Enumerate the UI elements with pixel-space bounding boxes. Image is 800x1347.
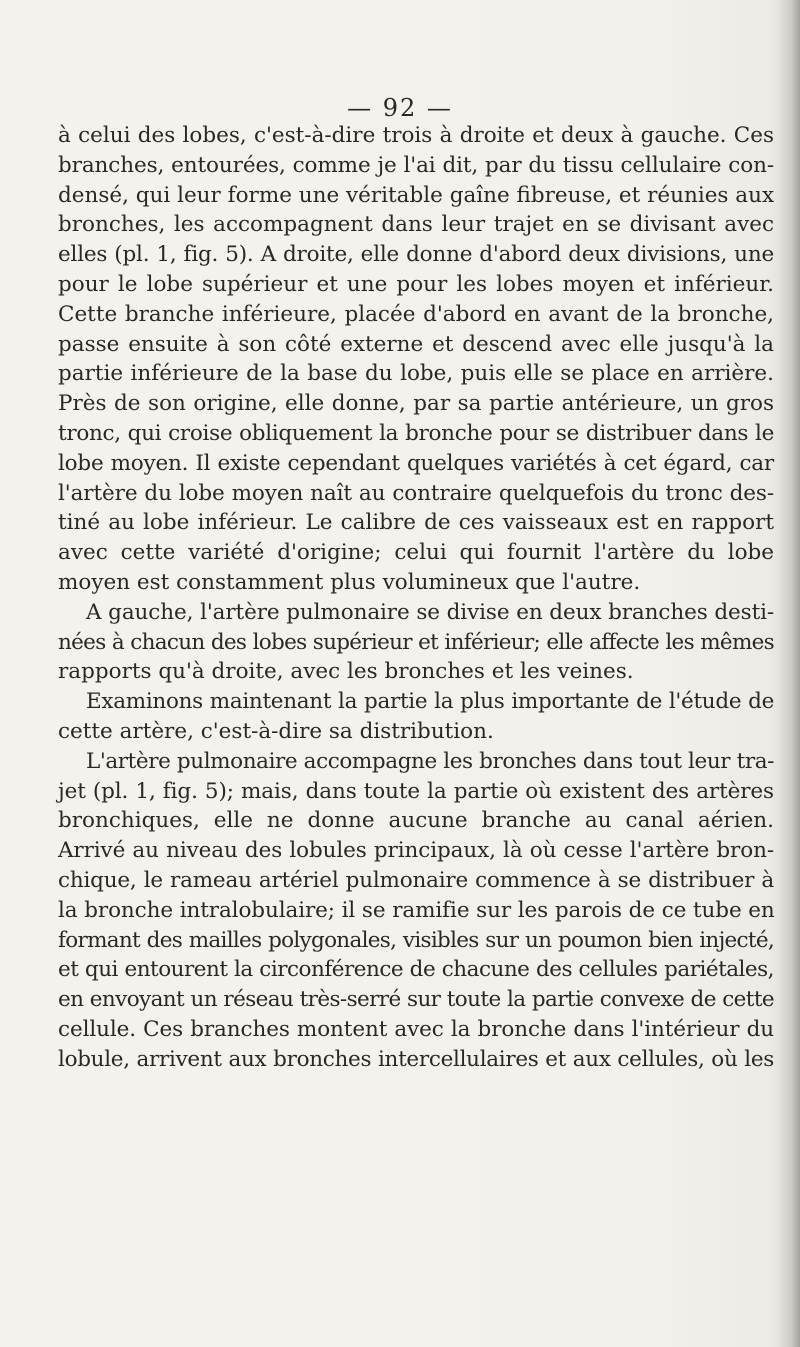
text-line: Près de son origine, elle donne, par sa partie antérieure, un gros — [58, 391, 774, 417]
body-text — [58, 121, 774, 1075]
text-line: densé, qui leur forme une véritable gaîne fibreuse, et réunies aux — [58, 182, 775, 208]
text-line: chique, le rameau artériel pulmonaire commence à se distribuer à — [58, 867, 774, 893]
text-line: Cette branche inférieure, placée d'abord en avant de la bronche, — [58, 301, 774, 327]
text-line: en envoyant un réseau très-serré sur toute la partie convexe de cette — [58, 987, 774, 1013]
text-line: lobe moyen. Il existe cependant quelques variétés à cet égard, car — [58, 450, 774, 476]
text-line: tronc, qui croise obliquement la bronche pour se distribuer dans le — [58, 420, 774, 446]
text-line: tiné au lobe inférieur. Le calibre de ces vaisseaux est en rapport — [58, 510, 774, 536]
text-line: partie inférieure de la base du lobe, puis elle se place en arrière. — [58, 361, 774, 387]
page-number: — 92 — — [347, 94, 453, 122]
text-line: la bronche intralobulaire; il se ramifie sur les parois de ce tube en — [58, 897, 775, 923]
text-line: nées à chacun des lobes supérieur et inférieur; elle affecte les mêmes — [58, 629, 774, 655]
text-line: moyen est constamment plus volumineux que l'autre. — [58, 569, 641, 595]
text-line: pour le lobe supérieur et une pour les lobes moyen et inférieur. — [58, 271, 774, 297]
text-line: bronchiques, elle ne donne aucune branche au canal aérien. — [58, 808, 774, 834]
text-line: elles (pl. 1, fig. 5). A droite, elle donne d'abord deux divisions, une — [58, 242, 774, 268]
text-line: et qui entourent la circonférence de chacune des cellules pariétales, — [58, 957, 774, 983]
text-line: l'artère du lobe moyen naît au contraire quelquefois du tronc des- — [58, 480, 774, 506]
text-line: à celui des lobes, c'est-à-dire trois à droite et deux à gauche. Ces — [58, 123, 774, 148]
text-line: passe ensuite à son côté externe et descend avec elle jusqu'à la — [58, 331, 774, 357]
text-line: avec cette variété d'origine; celui qui fournit l'artère du lobe — [58, 540, 774, 566]
text-line: jet (pl. 1, fig. 5); mais, dans toute la partie où existent des artères — [58, 778, 774, 804]
text-line: lobule, arrivent aux bronches intercellulaires et aux cellules, où les — [58, 1046, 774, 1072]
text-line: A gauche, l'artère pulmonaire se divise en deux branches desti- — [86, 599, 775, 625]
text-line: Examinons maintenant la partie la plus importante de l'étude de — [86, 689, 774, 715]
text-line: Arrivé au niveau des lobules principaux, là où cesse l'artère bron- — [58, 838, 774, 864]
text-line: cellule. Ces branches montent avec la bronche dans l'intérieur du — [58, 1016, 774, 1042]
text-line: formant des mailles polygonales, visibles sur un poumon bien injecté, — [58, 927, 774, 953]
text-line: rapports qu'à droite, avec les bronches et les veines. — [58, 659, 634, 685]
page-edge-shadow — [778, 0, 800, 1347]
text-line: branches, entourées, comme je l'ai dit, par du tissu cellulaire con- — [58, 152, 774, 178]
text-line: L'artère pulmonaire accompagne les bronches dans tout leur tra- — [86, 748, 774, 774]
text-line: cette artère, c'est-à-dire sa distribution. — [58, 718, 494, 744]
text-line: bronches, les accompagnent dans leur trajet en se divisant avec — [58, 212, 774, 238]
